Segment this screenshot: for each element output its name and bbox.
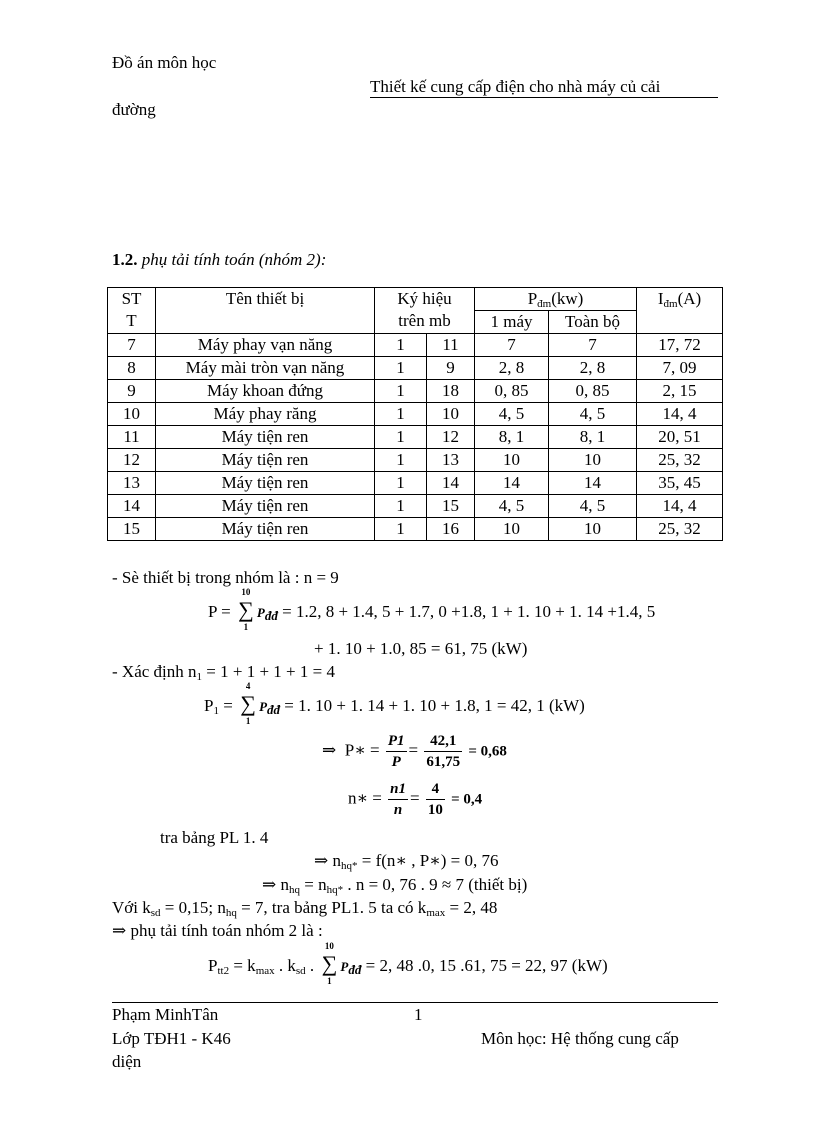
nhq-star-line: ⇒ $n_{hq*}$ = f(n∗ , P∗) = 0, 76 (314, 851, 499, 872)
cell-device-name: Máy phay răng (156, 403, 375, 426)
cell-power-total: 7 (549, 334, 637, 357)
col-header-current: $I_{đm}(A)$ (637, 288, 723, 334)
table-row (108, 334, 723, 357)
cell-symbol-number: 9 (427, 357, 475, 380)
table-row (108, 449, 723, 472)
cell-device-name: Máy tiện ren (156, 518, 375, 541)
cell-symbol-group: 1 (375, 334, 427, 357)
cell-power-one: 7 (475, 334, 549, 357)
cell-symbol-group: 1 (375, 357, 427, 380)
cell-symbol-number: 11 (427, 334, 475, 357)
cell-symbol-number: 14 (427, 472, 475, 495)
table-row (108, 518, 723, 541)
cell-symbol-group: 1 (375, 380, 427, 403)
cell-current: 25, 32 (637, 518, 723, 541)
equipment-table (107, 287, 723, 541)
page-number: 1 (414, 1005, 423, 1024)
n1-line: - Xác định $n_1 = 1 + 1 + 1 + 1 = 4$ (112, 662, 335, 683)
cell-power-total: 10 (549, 518, 637, 541)
cell-power-one: 10 (475, 449, 549, 472)
cell-power-total: 0, 85 (549, 380, 637, 403)
cell-stt: 12 (108, 449, 156, 472)
cell-stt: 10 (108, 403, 156, 426)
cell-current: 17, 72 (637, 334, 723, 357)
cell-symbol-number: 12 (427, 426, 475, 449)
device-count-line: - Sè thiết bị trong nhóm là : n = 9 (112, 568, 339, 587)
section-title-text: phụ tải tính toán (nhóm 2): (141, 250, 327, 269)
col-header-device: Tên thiết bị (156, 288, 375, 334)
footer-name: Phạm MinhTân (112, 1005, 219, 1024)
cell-stt: 14 (108, 495, 156, 518)
cell-device-name: Máy mài tròn vạn năng (156, 357, 375, 380)
cell-current: 7, 09 (637, 357, 723, 380)
sum-symbol: ∑ 10 1 (321, 941, 338, 986)
cell-stt: 15 (108, 518, 156, 541)
table-row (108, 380, 723, 403)
total-power-formula-cont: + 1. 10 + 1.0, 85 = 61, 75 (kW) (314, 639, 528, 658)
header-rule (370, 97, 718, 98)
cell-power-one: 14 (475, 472, 549, 495)
cell-power-one: 4, 5 (475, 403, 549, 426)
footer-class: Lớp TĐH1 - K46 (112, 1029, 231, 1048)
cell-power-one: 4, 5 (475, 495, 549, 518)
cell-current: 25, 32 (637, 449, 723, 472)
sum-symbol: ∑ 10 1 (238, 587, 254, 632)
cell-symbol-group: 1 (375, 449, 427, 472)
table-row (108, 357, 723, 380)
section-number: 1.2. (112, 250, 138, 269)
table-row (108, 495, 723, 518)
cell-stt: 8 (108, 357, 156, 380)
lookup-line: tra bảng PL 1. 4 (160, 828, 269, 847)
cell-power-one: 2, 8 (475, 357, 549, 380)
cell-symbol-group: 1 (375, 472, 427, 495)
cell-stt: 11 (108, 426, 156, 449)
nstar-formula: n∗ = $\frac{n1}{n}$ = $\frac{4}{10}$ = 0,4 (348, 781, 483, 818)
table-header-row (108, 288, 723, 311)
total-power-formula: P = ∑ 10 1 $P_{đđ} = 1.2$, 8 + 1.4, 5 + 1.7, 0 +1.8, 1 + 1. 10 + 1. 14 +1.4, 5 (208, 587, 656, 632)
cell-stt: 7 (108, 334, 156, 357)
nhq-line: ⇒ $n_{hq} = n_{hq*}$ . n = 0, 76 . 9 ≈ 7 (thiết bị) (262, 875, 528, 896)
cell-power-one: 10 (475, 518, 549, 541)
header-right: Thiết kế cung cấp điện cho nhà máy củ cải (370, 77, 661, 96)
cell-power-total: 8, 1 (549, 426, 637, 449)
cell-symbol-group: 1 (375, 426, 427, 449)
col-header-one-machine: 1 máy (475, 311, 549, 334)
col-header-symbol: Ký hiệu trên mb (375, 288, 475, 334)
cell-power-total: 14 (549, 472, 637, 495)
cell-device-name: Máy phay vạn năng (156, 334, 375, 357)
cell-symbol-number: 18 (427, 380, 475, 403)
cell-device-name: Máy tiện ren (156, 472, 375, 495)
pstar-formula: ⇒ P∗ = $\frac{P1}{P}$ = $\frac{42,1}{61,75}$ = 0,68 (322, 733, 507, 770)
table-row (108, 472, 723, 495)
header-left: Đồ án môn học (112, 53, 217, 72)
cell-power-total: 4, 5 (549, 495, 637, 518)
cell-device-name: Máy tiện ren (156, 495, 375, 518)
ptt-formula: $P_{tt2} = k_{max}$ . $k_{sd}$ . ∑ 10 1 $P_{đđ} = 2$, 48 .0, 15 .61, 75 = 22, 97 (kW) (208, 941, 608, 986)
header-continuation: đường (112, 100, 156, 119)
cell-stt: 13 (108, 472, 156, 495)
table-row (108, 403, 723, 426)
cell-symbol-group: 1 (375, 495, 427, 518)
cell-current: 14, 4 (637, 495, 723, 518)
p1-formula: $P_1$ = ∑ 4 1 $P_{đđ} = 1$. 10 + 1. 14 + 1. 10 + 1.8, 1 = 42, 1 (kW) (204, 681, 585, 726)
col-header-total: Toàn bộ (549, 311, 637, 334)
footer-subject: Môn học: Hệ thống cung cấp (481, 1029, 679, 1048)
footer-rule (112, 1002, 718, 1003)
cell-symbol-number: 10 (427, 403, 475, 426)
table-row (108, 426, 723, 449)
col-header-power: $P_{đm}(kw)$ (475, 288, 637, 311)
col-header-stt: ST T (108, 288, 156, 334)
cell-power-one: 0, 85 (475, 380, 549, 403)
cell-power-total: 10 (549, 449, 637, 472)
cell-current: 2, 15 (637, 380, 723, 403)
cell-current: 20, 51 (637, 426, 723, 449)
section-title (112, 250, 326, 270)
cell-current: 35, 45 (637, 472, 723, 495)
cell-device-name: Máy khoan đứng (156, 380, 375, 403)
ksd-line: Với $k_{sd} = 0,15$; $n_{hq} = 7$, tra bảng PL1. 5 ta có $k_{max} = 2$, 48 (112, 898, 498, 919)
cell-power-one: 8, 1 (475, 426, 549, 449)
sum-symbol: ∑ 4 1 (240, 681, 256, 726)
cell-symbol-group: 1 (375, 518, 427, 541)
conclusion-line: ⇒ phụ tải tính toán nhóm 2 là : (112, 921, 323, 940)
cell-device-name: Máy tiện ren (156, 426, 375, 449)
cell-current: 14, 4 (637, 403, 723, 426)
cell-symbol-number: 13 (427, 449, 475, 472)
cell-stt: 9 (108, 380, 156, 403)
cell-power-total: 2, 8 (549, 357, 637, 380)
cell-device-name: Máy tiện ren (156, 449, 375, 472)
cell-power-total: 4, 5 (549, 403, 637, 426)
cell-symbol-group: 1 (375, 403, 427, 426)
footer-continuation: diện (112, 1052, 142, 1071)
cell-symbol-number: 15 (427, 495, 475, 518)
cell-symbol-number: 16 (427, 518, 475, 541)
